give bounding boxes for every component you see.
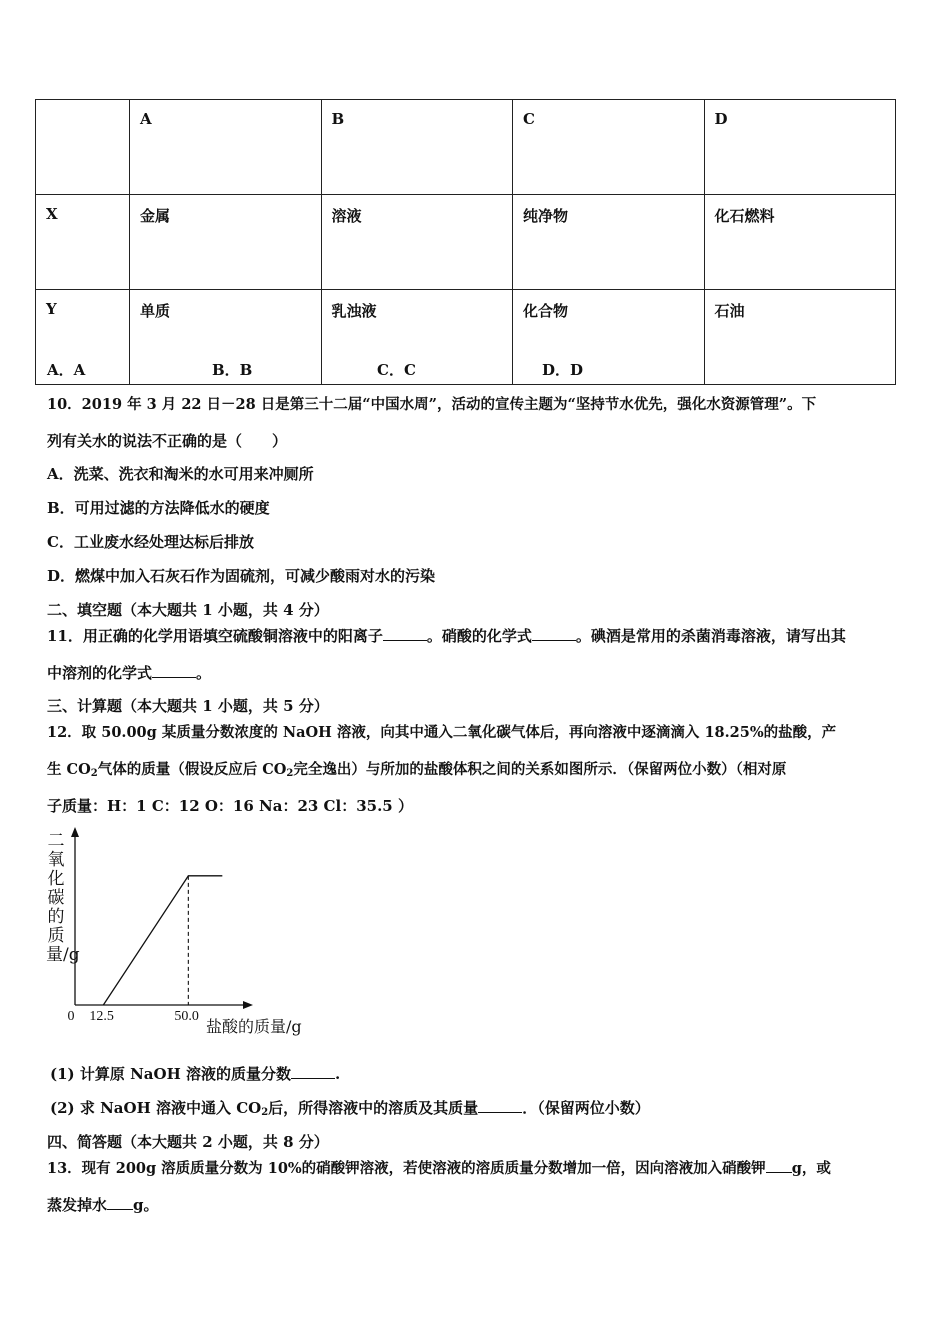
table-row (36, 290, 896, 385)
x-tick-label: 0 (67, 1009, 75, 1024)
q13-text: g。 (133, 1196, 159, 1214)
answer-blank[interactable] (478, 1100, 522, 1113)
q9-option-c: C．C (377, 361, 416, 379)
chart-xlabel: 盐酸的质量/g (206, 1017, 302, 1036)
subscript: 2 (286, 768, 294, 779)
q11-line1 (47, 625, 846, 646)
q10-option-b: B．可用过滤的方法降低水的硬度 (47, 499, 270, 517)
q13-text: g，或 (791, 1160, 831, 1177)
table-cell: Y (36, 290, 130, 385)
table-cell (36, 100, 130, 195)
table-row (36, 195, 896, 290)
q13-text: 蒸发掉水 (47, 1196, 108, 1214)
table-cell: 乳浊液 (321, 290, 513, 385)
q10-stem-line2: 列有关水的说法不正确的是（ ） (47, 432, 288, 450)
answer-blank[interactable] (291, 1066, 335, 1079)
table-cell: 溶液 (321, 195, 513, 290)
q9-option-a: A．A (47, 361, 86, 379)
y-axis-arrow (71, 827, 79, 837)
table-cell: B (321, 100, 513, 195)
q13-line2 (47, 1194, 159, 1215)
q11-text: 。碘酒是常用的杀菌消毒溶液，请写出其 (575, 627, 846, 645)
table-cell: 金属 (130, 195, 322, 290)
section-heading-fill-in: 二、填空题（本大题共 1 小题，共 4 分） (47, 601, 329, 619)
q10-option-c: C．工业废水经处理达标后排放 (47, 533, 254, 551)
table-cell: 石油 (704, 290, 896, 385)
q12-subquestion-2 (50, 1097, 650, 1118)
answer-blank[interactable] (107, 1197, 133, 1210)
co2-chart (0, 820, 320, 1030)
q12-text: . (334, 1065, 341, 1083)
q9-option-d: D．D (542, 361, 584, 379)
section-heading-short-answer: 四、简答题（本大题共 2 小题，共 8 分） (47, 1133, 329, 1151)
table-cell: D (704, 100, 896, 195)
chart-plot-area (71, 827, 253, 1009)
q13-text: 13．现有 200g 溶质质量分数为 10%的硝酸钾溶液，若使溶液的溶质质量分数增加一倍，因向溶液加入硝酸钾 (47, 1160, 766, 1177)
q12-line2 (47, 758, 786, 779)
answer-blank[interactable] (532, 628, 576, 641)
answer-blank[interactable] (152, 665, 196, 678)
q12-line1: 12．取 50.00g 某质量分数浓度的 NaOH 溶液，向其中通入二氧化碳气体后，再向溶液中逐滴滴入 18.25%的盐酸，产 (47, 724, 837, 741)
q12-text: (1) 计算原 NaOH 溶液的质量分数 (50, 1065, 291, 1083)
q12-subquestion-1 (50, 1063, 340, 1084)
q13-line1 (47, 1157, 831, 1178)
table-cell: 化合物 (513, 290, 705, 385)
options-table (35, 99, 896, 385)
subscript: 2 (261, 1107, 269, 1118)
table-cell: 单质 (130, 290, 322, 385)
chart-ylabel: 二氧化碳的质量/g (46, 831, 80, 965)
x-axis-arrow (243, 1001, 253, 1009)
q11-text: 。 (196, 664, 212, 682)
answer-blank[interactable] (383, 628, 427, 641)
q12-text: 气体的质量（假设反应后 CO (97, 761, 287, 778)
q11-text: 。硝酸的化学式 (426, 627, 532, 645)
table-cell: A (130, 100, 322, 195)
section-heading-calculation: 三、计算题（本大题共 1 小题，共 5 分） (47, 697, 329, 715)
q10-option-a: A．洗菜、洗衣和淘米的水可用来冲厕所 (47, 465, 314, 483)
table-cell: C (513, 100, 705, 195)
q12-text: 后，所得溶液中的溶质及其质量 (268, 1099, 479, 1117)
x-tick-label: 50.0 (174, 1009, 199, 1024)
table-header-row (36, 100, 896, 195)
q11-text: 中溶剂的化学式 (47, 664, 153, 682)
q11-line2 (47, 662, 211, 683)
x-tick-label: 12.5 (89, 1009, 114, 1024)
q12-line3: 子质量：H：1 C：12 O：16 Na：23 Cl：35.5 ） (47, 797, 413, 815)
q12-text: 完全逸出）与所加的盐酸体积之间的关系如图所示．（保留两位小数）（相对原 (293, 761, 787, 778)
answer-blank[interactable] (766, 1160, 792, 1173)
q12-text: 生 CO (47, 761, 91, 778)
table-cell: 纯净物 (513, 195, 705, 290)
q10-stem-line1: 10．2019 年 3 月 22 日－28 日是第三十二届“中国水周”，活动的宣传主题为“坚持节水优先，强化水资源管理”。下 (47, 396, 817, 413)
q9-option-b: B．B (212, 361, 253, 379)
q12-text: (2) 求 NaOH 溶液中通入 CO (50, 1099, 262, 1117)
q11-text: 11．用正确的化学用语填空硫酸铜溶液中的阳离子 (47, 627, 383, 645)
table-cell: 化石燃料 (704, 195, 896, 290)
series-line-co2 (103, 876, 222, 1005)
table-cell: X (36, 195, 130, 290)
subscript: 2 (90, 768, 98, 779)
q12-text: ．（保留两位小数） (522, 1099, 650, 1117)
q10-option-d: D．燃煤中加入石灰石作为固硫剂，可减少酸雨对水的污染 (47, 567, 436, 585)
